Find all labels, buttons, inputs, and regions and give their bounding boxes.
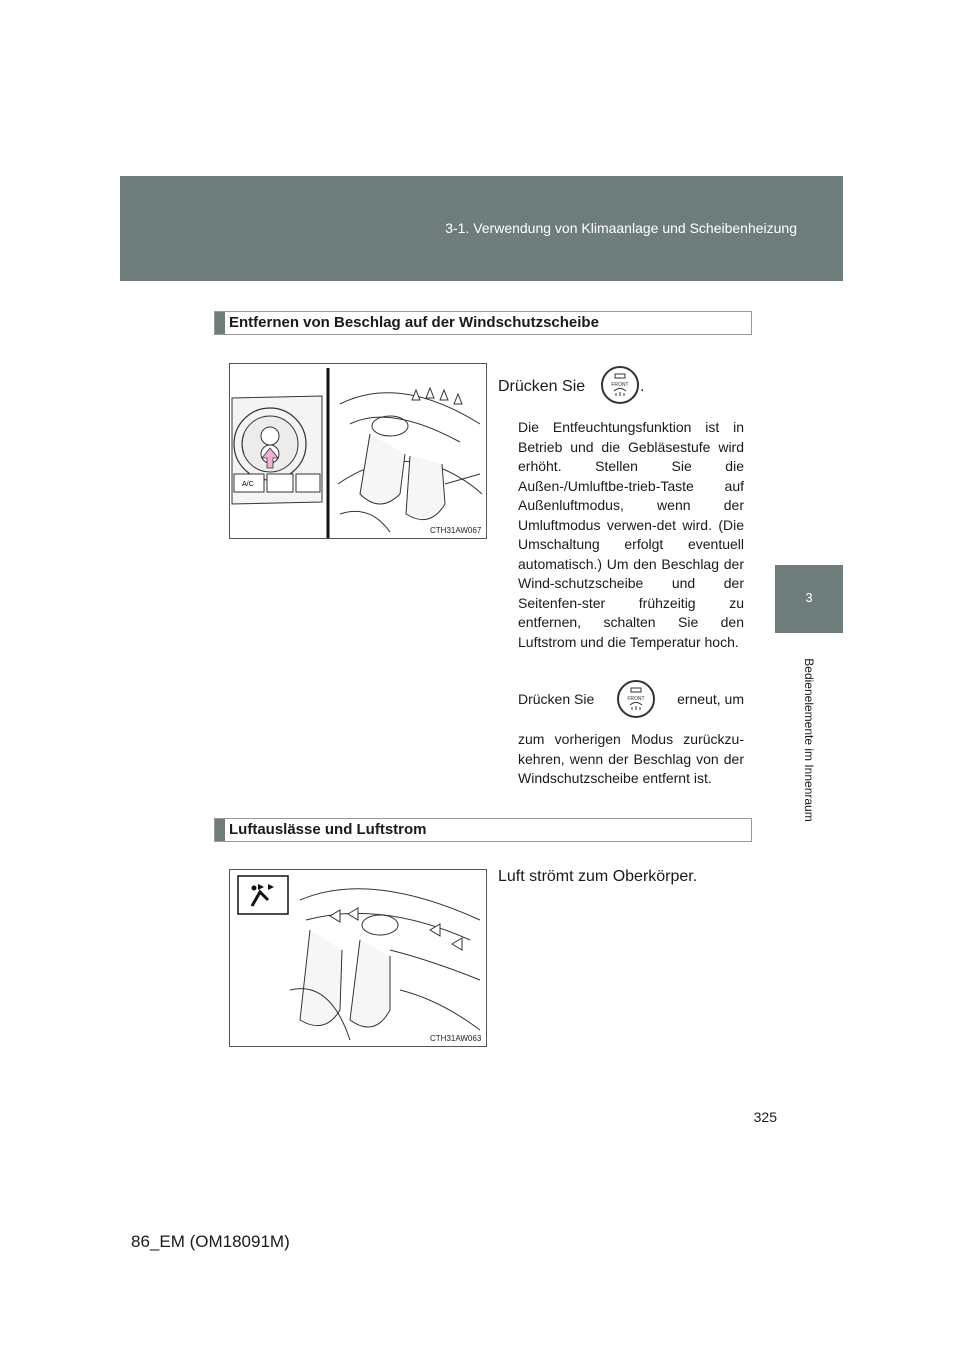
airflow-text: Luft strömt zum Oberkörper.	[498, 868, 698, 885]
heading-bar-2	[215, 819, 225, 841]
heading-bar	[215, 312, 225, 334]
chapter-number: 3	[805, 590, 813, 605]
chapter-tab	[775, 565, 843, 633]
document-code: 86_EM (OM18091M)	[131, 1232, 290, 1251]
section-title: 3-1. Verwendung von Klimaanlage und Scheibenheizung	[445, 220, 797, 236]
svg-text:FRONT: FRONT	[627, 696, 645, 702]
figure-code-2: CTH31AW063	[430, 1034, 482, 1043]
defog-description: Die Entfeuchtungsfunktion ist in Betrieb und die Gebläsestufe wird erhöht. Stellen Sie die Außen-/Umluftbe-trieb-Taste auf Außenluftmodus, wenn der Umluftmodus verwen-det wird. (Die Umschaltung erfolgt eventuell automatisch.) Um den Beschlag der Wind-schutzscheibe und der Seitenfen-ster frühzeitig zu entfernen, schalten Sie den Luftstrom und die Temperatur hoch.	[518, 419, 744, 650]
section-heading-defog-title: Entfernen von Beschlag auf der Windschutzscheibe	[229, 314, 599, 331]
step2-continued: zum vorherigen Modus zurückzu-kehren, wenn der Beschlag von der Windschutzscheibe entfernt ist.	[518, 731, 744, 786]
front-defroster-button-icon	[601, 366, 639, 404]
figure-airflow	[229, 869, 487, 1047]
section-heading-defog	[214, 311, 752, 335]
step1-text: Drücken Sie	[498, 378, 586, 395]
step2-text: Drücken Sie	[518, 691, 595, 707]
step1-period: .	[640, 378, 645, 395]
figure-code: CTH31AW067	[430, 526, 482, 535]
section-heading-outlets	[214, 818, 752, 842]
page-number: 325	[753, 1109, 777, 1125]
panel-label: A/C	[242, 481, 254, 488]
section-heading-outlets-title: Luftauslässe und Luftstrom	[229, 821, 427, 838]
svg-text:FRONT: FRONT	[611, 382, 629, 388]
front-defroster-button-icon-2	[617, 680, 655, 718]
airflow-illustration	[230, 870, 486, 1046]
defog-illustration	[230, 364, 486, 538]
figure-defog-controls	[229, 363, 487, 539]
step2-after: erneut, um	[677, 691, 744, 707]
chapter-label: Bedienelemente im Innenraum	[802, 658, 816, 822]
header-band	[120, 176, 843, 281]
